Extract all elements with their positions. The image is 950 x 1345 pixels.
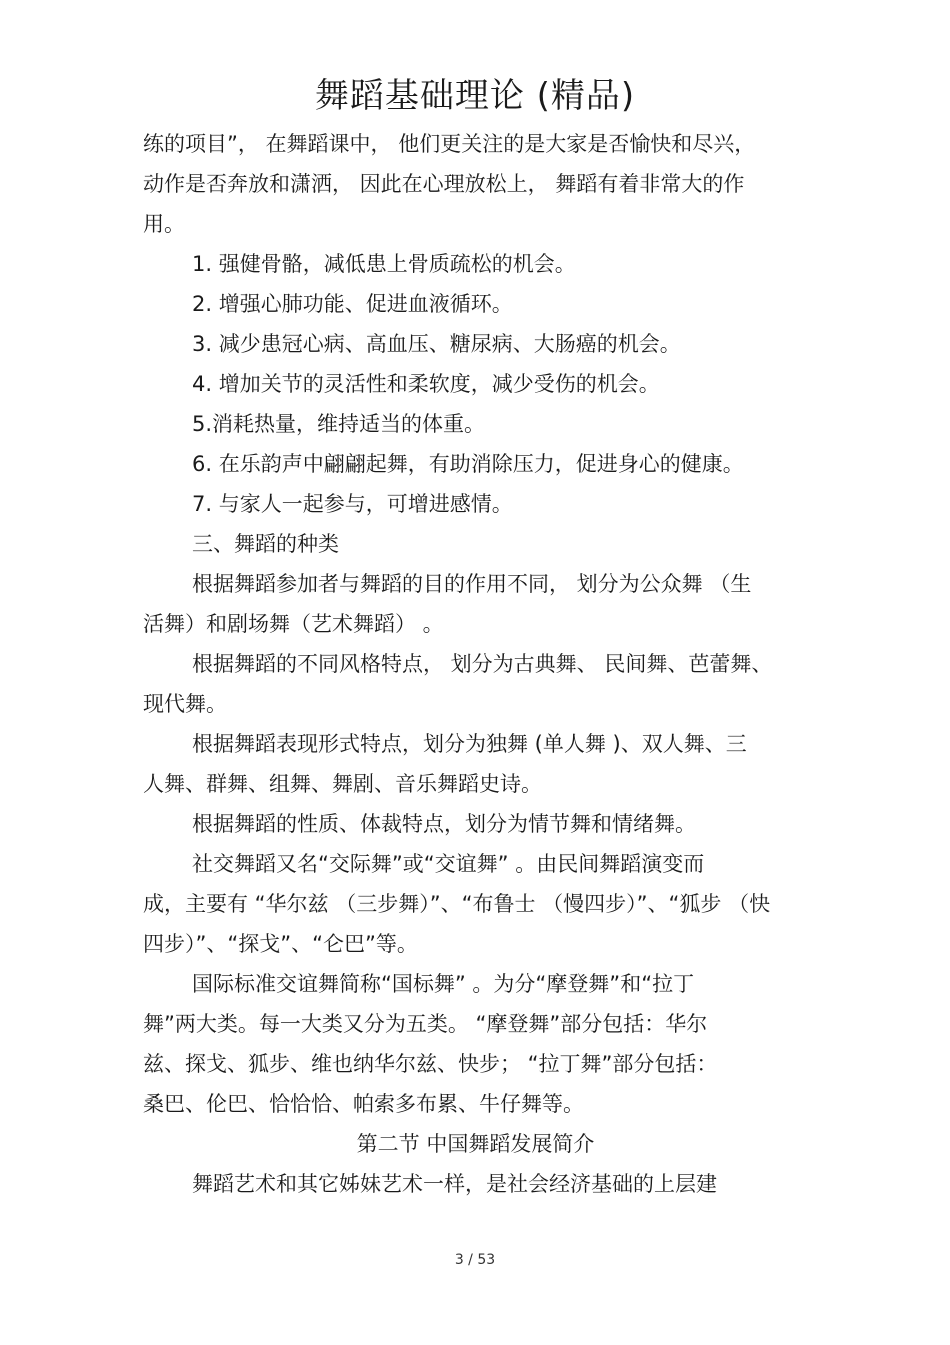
text-line: 四步）”、“探戈”、“仑巴”等。 — [143, 932, 418, 956]
text-line: 现代舞。 — [143, 692, 227, 716]
text-line: 桑巴、伦巴、恰恰恰、帕索多布累、牛仔舞等。 — [143, 1092, 584, 1116]
text-line: 根据舞蹈的性质、体裁特点，划分为情节舞和情绪舞。 — [192, 812, 696, 836]
text-line: 动作是否奔放和潇洒， 因此在心理放松上， 舞蹈有着非常大的作 — [143, 172, 745, 196]
text-line: 用。 — [143, 212, 185, 236]
text-line: 国际标准交谊舞简称“国标舞” 。为分“摩登舞”和“拉丁 — [192, 972, 695, 996]
text-line: 社交舞蹈又名“交际舞”或“交谊舞” 。由民间舞蹈演变而 — [192, 852, 705, 876]
text-line: 练的项目”， 在舞蹈课中， 他们更关注的是大家是否愉快和尽兴， — [143, 132, 756, 156]
text-line: 舞蹈艺术和其它姊妹艺术一样，是社会经济基础的上层建 — [192, 1172, 717, 1196]
text-line: 3. 减少患冠心病、高血压、糖尿病、大肠癌的机会。 — [192, 332, 681, 356]
text-line: 1. 强健骨骼，减低患上骨质疏松的机会。 — [192, 252, 576, 276]
text-line: 5.消耗热量，维持适当的体重。 — [192, 412, 486, 436]
text-line: 成，主要有 “华尔兹 （三步舞）”、“布鲁士 （慢四步）”、“狐步 （快 — [143, 892, 771, 916]
page-number: 3 / 53 — [454, 1252, 496, 1268]
text-line: 兹、探戈、狐步、维也纳华尔兹、快步； “拉丁舞”部分包括： — [143, 1052, 718, 1076]
text-line: 7. 与家人一起参与，可增进感情。 — [192, 492, 513, 516]
text-line: 三、舞蹈的种类 — [192, 532, 339, 556]
text-line: 4. 增加关节的灵活性和柔软度，减少受伤的机会。 — [192, 372, 660, 396]
body-text — [143, 124, 808, 1204]
page-title: 舞蹈基础理论 (精品) — [314, 76, 636, 116]
text-line: 2. 增强心肺功能、促进血液循环。 — [192, 292, 513, 316]
text-line: 根据舞蹈的不同风格特点， 划分为古典舞、 民间舞、芭蕾舞、 — [192, 652, 773, 676]
text-line: 人舞、群舞、组舞、舞剧、音乐舞蹈史诗。 — [143, 772, 542, 796]
text-line: 根据舞蹈表现形式特点，划分为独舞 (单人舞 )、双人舞、三 — [192, 732, 747, 756]
text-line: 活舞）和剧场舞（艺术舞蹈） 。 — [143, 612, 444, 636]
text-line: 根据舞蹈参加者与舞蹈的目的作用不同， 划分为公众舞 （生 — [192, 572, 752, 596]
text-line: 舞”两大类。每一大类又分为五类。 “摩登舞”部分包括：华尔 — [143, 1012, 708, 1036]
text-line: 6. 在乐韵声中翩翩起舞，有助消除压力，促进身心的健康。 — [192, 452, 744, 476]
section-heading: 第二节 中国舞蹈发展简介 — [356, 1132, 595, 1156]
